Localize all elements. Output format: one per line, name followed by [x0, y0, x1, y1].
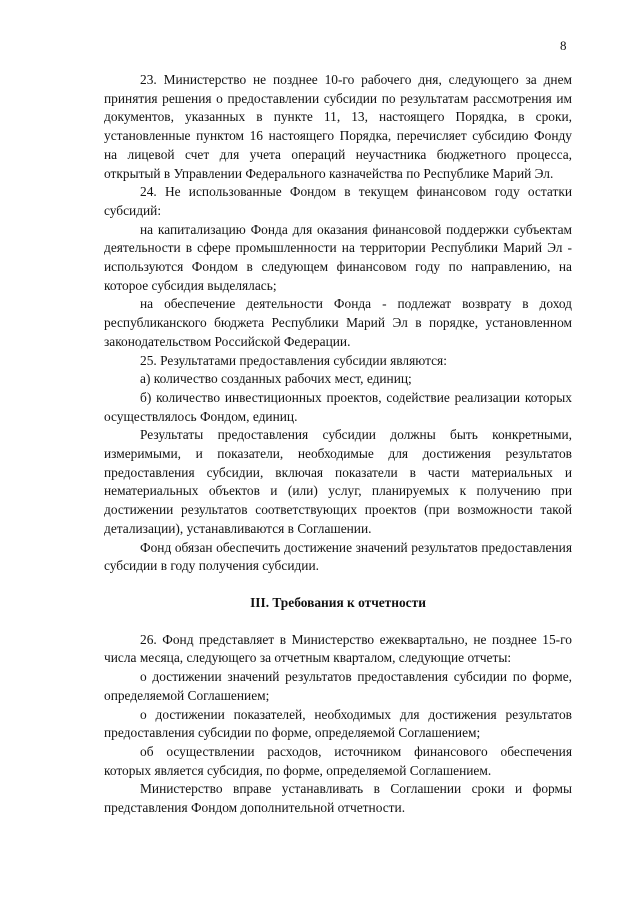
paragraph-26: 26. Фонд представляет в Министерство ежеквартально, не позднее 15-го числа месяца, следующего за отчетным кварталом, следующие отчеты: [104, 631, 572, 666]
document-body [104, 71, 572, 818]
paragraph-23: 23. Министерство не позднее 10-го рабочего дня, следующего за днем принятия решения о предоставлении субсидии по результатам рассмотрения им документов, указанных в пункте 11, 13, настоящего Порядка, в сроки, установленные пунктом 16 настоящего Порядка, перечисляет субсидию Фонду на лицевой счет для учета операций неучастника бюджетного процесса, открытый в Управлении Федерального казначейства по Республике Марий Эл. [104, 72, 572, 181]
paragraph-additional-reporting: Министерство вправе устанавливать в Соглашении сроки и формы представления Фондом дополнительной отчетности. [104, 781, 572, 816]
paragraph-fund-obligation: Фонд обязан обеспечить достижение значений результатов предоставления субсидии в году получения субсидии. [104, 539, 572, 574]
report-item-indicators: о достижении показателей, необходимых для достижения результатов предоставления субсидии по форме, определяемой Соглашением; [104, 706, 572, 741]
report-item-expenses: об осуществлении расходов, источником финансового обеспечения которых является субсидия, по форме, определяемой Соглашением. [104, 743, 572, 778]
paragraph-25: 25. Результатами предоставления субсидии являются: [140, 352, 447, 368]
section-heading: III. Требования к отчетности [250, 594, 426, 610]
paragraph-results: Результаты предоставления субсидии должны быть конкретными, измеримыми, и показатели, необходимые для достижения результатов предоставления субсидии, включая показатели в части материальных и нематериальных объектов и (или) услуг, планируемых к получению при достижении результатов соответствующих проектов (при возможности такой детализации), устанавливаются в Соглашении. [104, 427, 572, 536]
paragraph-24-capitalization: на капитализацию Фонда для оказания финансовой поддержки субъектам деятельности в сфере промышленности на территории Республики Марий Эл - используются Фондом в следующем финансовом году по направлению, на которое субсидия выделялась; [104, 221, 572, 293]
report-item-results: о достижении значений результатов предоставления субсидии по форме, определяемой Соглашением; [104, 669, 572, 703]
paragraph-25-b: б) количество инвестиционных проектов, содействие реализации которых осуществлялось Фондом, единиц. [104, 389, 572, 424]
paragraph-25-a: а) количество созданных рабочих мест, единиц; [140, 371, 412, 387]
paragraph-24-operations: на обеспечение деятельности Фонда - подлежат возврату в доход республиканского бюджета Республики Марий Эл в порядке, установленном законодательством Российской Федерации. [104, 296, 572, 349]
page-number: 8 [560, 38, 567, 53]
paragraph-24: 24. Не использованные Фондом в текущем финансовом году остатки субсидий: [104, 184, 572, 218]
